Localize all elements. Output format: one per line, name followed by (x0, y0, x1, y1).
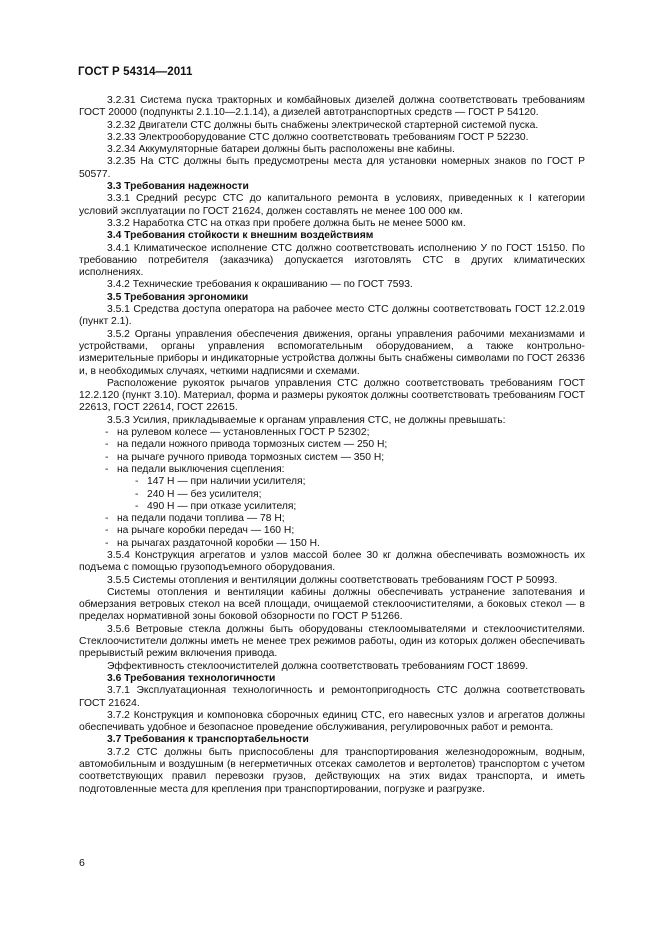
paragraph: 3.5.1 Средства доступа оператора на рабочее место СТС должны соответствовать ГОСТ 12.2.019 (пункт 2.1). (79, 304, 585, 328)
paragraph: 3.7.2 Конструкция и компоновка сборочных единиц СТС, его навесных узлов и агрегатов должны обеспечивать удобное и безопасное проведение обслуживания, регулировочных работ и ремонта. (79, 709, 585, 734)
paragraph: 3.5.4 Конструкция агрегатов и узлов массой более 30 кг должна обеспечивать возможность их подъема с помощью грузоподъемного оборудования. (79, 549, 585, 574)
section-heading: 3.6 Требования технологичности (107, 672, 276, 684)
list-dash: - (135, 500, 139, 512)
paragraph: 3.7.1 Эксплуатационная технологичность и ремонтопригодность СТС должна соответствовать ГОСТ 21624. (79, 685, 585, 709)
list-item-text: на педали ножного привода тормозных систем — 250 Н; (117, 439, 388, 451)
list-item-text: 240 Н — без усилителя; (147, 488, 262, 500)
list-item (79, 489, 585, 501)
page-number: 6 (79, 857, 85, 869)
paragraph: 3.5.5 Системы отопления и вентиляции должны соответствовать требованиям ГОСТ Р 50993. (107, 574, 558, 586)
list-dash: - (105, 451, 109, 463)
section-heading: 3.5 Требования эргономики (107, 291, 249, 303)
paragraph: 3.3.2 Наработка СТС на отказ при пробеге должна быть не менее 5000 км. (107, 217, 466, 229)
paragraph: 3.7.2 СТС должны быть приспособлены для транспортирования железнодорожным, водным, автомобильным и воздушным (в негерметичных отсеках самолетов и вертолетов) транспортом с учетом соответствующих правил перевозки грузов, действующих на этих видах транспорта, и иметь подготовленные места для крепления при транспортировании, погрузке и разгрузке. (79, 746, 585, 795)
list-item (79, 476, 585, 488)
list-item-text: на рычаге ручного привода тормозных систем — 350 Н; (117, 451, 385, 463)
document-header: ГОСТ Р 54314—2011 (78, 66, 193, 78)
paragraph: 3.2.33 Электрооборудование СТС должно соответствовать требованиям ГОСТ Р 52230. (107, 131, 529, 143)
paragraph: 3.2.34 Аккумуляторные батареи должны быть расположены вне кабины. (107, 144, 455, 156)
paragraph: 3.3.1 Средний ресурс СТС до капитального ремонта в условиях, приведенных к I категории условий эксплуатации по ГОСТ 21624, должен составлять не менее 100 000 км. (79, 193, 585, 217)
list-dash: - (135, 488, 139, 500)
section-heading: 3.3 Требования надежности (107, 181, 249, 193)
list-item-text: на рычагах раздаточной коробки — 150 Н. (117, 537, 320, 549)
list-item (79, 513, 585, 525)
list-dash: - (105, 537, 109, 549)
list-dash: - (135, 476, 139, 488)
paragraph: 3.5.3 Усилия, прикладываемые к органам управления СТС, не должны превышать: (107, 414, 506, 426)
list-item (79, 427, 585, 439)
paragraph: Расположение рукояток рычагов управления СТС должно соответствовать требованиям ГОСТ 12.2.120 (пункт 3.10). Материал, форма и размеры рукояток должны соответствовать требованиям ГОСТ 22613, ГОСТ 22614, ГОСТ 22615. (79, 377, 585, 414)
paragraph: Системы отопления и вентиляции кабины должны обеспечивать устранение запотевания и обмерзания ветровых стекол на всей площади, очищаемой стеклоочистителями, а боковых стекол — в пределах нормативной зоны боковой обзорности по ГОСТ Р 51266. (79, 586, 585, 623)
paragraph: 3.2.31 Система пуска тракторных и комбайновых дизелей должна соответствовать требованиям ГОСТ 20000 (подпункты 2.1.10—2.1.14), а дизелей автотранспортных средств — ГОСТ Р 54120. (79, 95, 585, 119)
paragraph: 3.5.2 Органы управления обеспечения движения, органы управления рабочими механизмами и устройствами, органы управления вспомогательным оборудованием, а также контрольно-измерительные приборы и индикаторные устройства должны быть снабжены символами по ГОСТ 26336 и, в необходимых случаях, четкими надписями и схемами. (79, 328, 585, 377)
paragraph: 3.5.6 Ветровые стекла должны быть оборудованы стеклоомывателями и стеклоочистителями. Стеклоочистители должны иметь не менее трех режимов работы, один из которых должен обеспечивать прерывистый режим включения привода. (79, 623, 585, 660)
list-item-text: 147 Н — при наличии усилителя; (147, 476, 306, 488)
list-dash: - (105, 439, 109, 451)
paragraph: Эффективность стеклоочистителей должна соответствовать требованиям ГОСТ 18699. (107, 660, 529, 672)
list-dash: - (105, 513, 109, 525)
list-item (79, 464, 585, 476)
list-item-text: на педали подачи топлива — 78 Н; (117, 513, 285, 525)
document-body (79, 95, 585, 796)
list-dash: - (105, 427, 109, 439)
paragraph: 3.4.1 Климатическое исполнение СТС должно соответствовать исполнению У по ГОСТ 15150. По требованию потребителя (заказчика) допускается изготовлять СТС в других климатических исполнениях. (79, 242, 585, 279)
paragraph: 3.2.32 Двигатели СТС должны быть снабжены электрической стартерной системой пуска. (107, 119, 539, 131)
list-dash: - (105, 463, 109, 475)
paragraph: 3.2.35 На СТС должны быть предусмотрены места для установки номерных знаков по ГОСТ Р 50577. (79, 156, 585, 180)
list-item-text: на рычаге коробки передач — 160 Н; (117, 525, 295, 537)
list-item-text: 490 Н — при отказе усилителя; (147, 500, 297, 512)
list-item (79, 452, 585, 464)
list-item (79, 538, 585, 550)
paragraph: 3.4.2 Технические требования к окрашиванию — по ГОСТ 7593. (107, 279, 413, 291)
list-item (79, 501, 585, 513)
section-heading: 3.7 Требования к транспортабельности (107, 734, 309, 746)
list-dash: - (105, 525, 109, 537)
list-item (79, 525, 585, 537)
list-item (79, 439, 585, 451)
list-item-text: на рулевом колесе — установленных ГОСТ Р 52302; (117, 427, 370, 439)
section-heading: 3.4 Требования стойкости к внешним воздействиям (107, 230, 374, 242)
list-item-text: на педали выключения сцепления: (117, 463, 285, 475)
